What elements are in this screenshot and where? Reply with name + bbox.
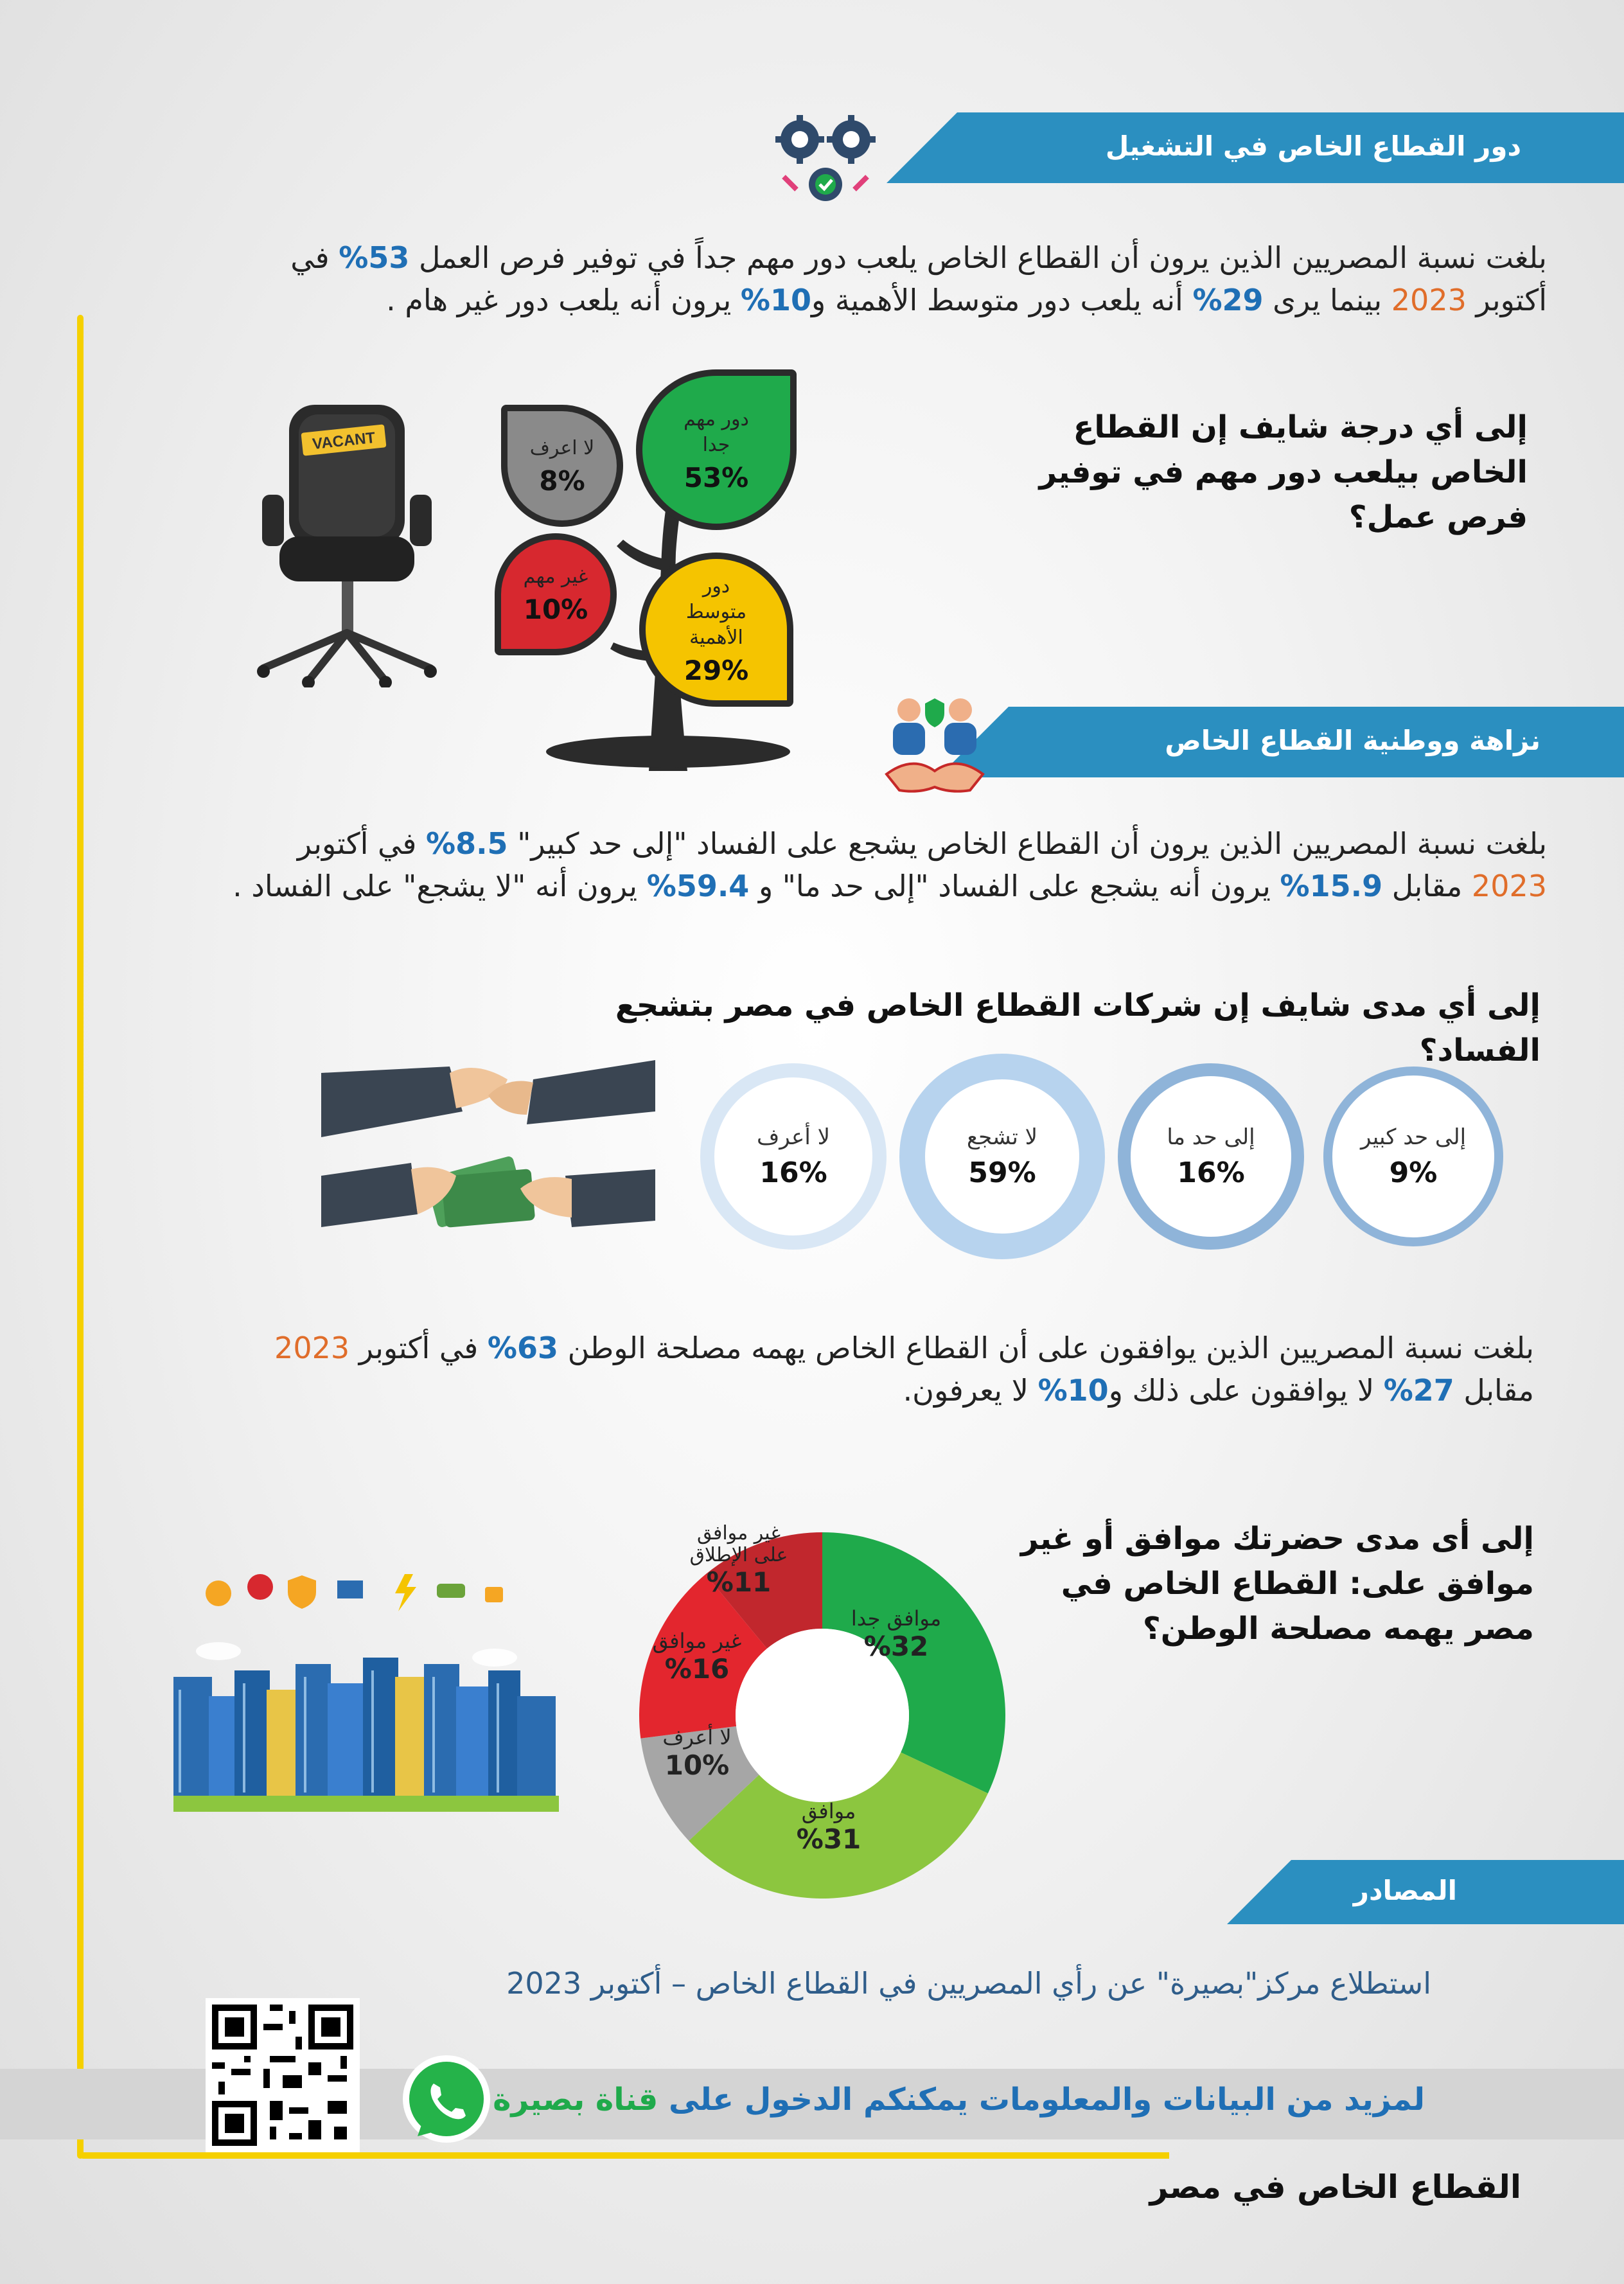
whatsapp-icon[interactable]: [398, 2053, 495, 2149]
ring-label: لا أعرف: [757, 1124, 830, 1150]
bubble-value: 29%: [684, 654, 749, 686]
section1-para-line1: [69, 236, 1547, 279]
text-span: بلغت نسبة المصريين الذين يرون أن القطاع الخاص يشجع على الفساد "إلى حد كبير": [517, 826, 1547, 861]
donut-cat: لا أعرف: [662, 1725, 732, 1749]
stat-63: 63%: [487, 1331, 558, 1365]
year: 2023: [1471, 869, 1547, 903]
donut-label-very-agree: [848, 1606, 944, 1662]
stat-10: 10%: [740, 283, 812, 317]
stat-53: 53%: [339, 240, 410, 275]
ring-label: لا تشجع: [966, 1124, 1038, 1150]
section3-para-line2: [57, 1369, 1534, 1412]
sources-text: استطلاع مركز"بصيرة" عن رأي المصريين في القطاع الخاص – أكتوبر 2023: [506, 1966, 1431, 2001]
text-span: بلغت نسبة المصريين الذين يرون أن القطاع الخاص يلعب دور مهم جداً في توفير فرص العمل: [418, 240, 1547, 275]
lightning-icon: [395, 1574, 416, 1611]
text-span: يرون أنه يلعب دور غير هام .: [386, 283, 732, 317]
footer-cta: [493, 2082, 1425, 2118]
ring-label: إلى حد كبير: [1360, 1124, 1467, 1150]
text-span: مقابل: [1463, 1373, 1534, 1408]
section2-question: إلى أي مدى شايف إن شركات القطاع الخاص في مصر بتشجع الفساد؟: [615, 987, 1540, 1068]
donut-label-disagree: [649, 1629, 745, 1685]
cta-text: لمزيد من البيانات والمعلومات يمكنكم الدخول على: [669, 2082, 1425, 2118]
stat-8-5: 8.5%: [425, 826, 508, 861]
cta-channel-link[interactable]: قناة بصيرة: [493, 2082, 658, 2118]
solar-panel-icon: [337, 1580, 363, 1598]
office-chair-image: [251, 398, 443, 687]
section2-para-line1: [69, 822, 1547, 865]
donut-cat: موافق جدا: [851, 1606, 942, 1631]
bubble-value: 10%: [523, 593, 588, 625]
bubble-value: 53%: [684, 461, 749, 493]
year: 2023: [274, 1331, 350, 1365]
text-span: في أكتوبر: [358, 1331, 479, 1365]
bubble-value: 8%: [539, 465, 585, 497]
donut-val: %32: [863, 1631, 929, 1662]
donut-val: %11: [706, 1566, 772, 1598]
gear-icon: [247, 1574, 273, 1600]
stat-27: 27%: [1383, 1373, 1454, 1408]
ring-to-some-extent: [1118, 1063, 1304, 1250]
donut-val: 10%: [664, 1749, 730, 1781]
donut-cat: غير موافق على الإطلاق: [689, 1522, 788, 1566]
bubble-label: دور مهم جدا: [684, 407, 749, 456]
ring-to-large-extent: [1323, 1067, 1503, 1246]
text-span: أكتوبر: [1476, 283, 1547, 317]
text-span: بلغت نسبة المصريين الذين يوافقون على أن القطاع الخاص يهمه مصلحة الوطن: [567, 1331, 1534, 1365]
qr-code[interactable]: [206, 1998, 360, 2152]
donut-val: %31: [796, 1823, 861, 1855]
bubble-medium-importance: [639, 553, 793, 707]
city-illustration: [173, 1568, 559, 1812]
year: 2023: [1391, 283, 1467, 317]
donut-label-strongly-disagree: [684, 1523, 793, 1598]
text-span: يرون أنه يشجع على الفساد "إلى حد ما" و: [758, 869, 1271, 903]
bubble-very-important: [636, 369, 797, 530]
section3-para-line1: [57, 1327, 1534, 1369]
bubble-dont-know: [501, 405, 623, 527]
stat-29: 29%: [1192, 283, 1264, 317]
section2-title: نزاهة ووطنية القطاع الخاص: [1165, 725, 1540, 756]
section1-para-line2: [69, 279, 1547, 321]
bubble-label: دور متوسط الأهمية: [685, 574, 747, 649]
bubble-label: غير مهم: [523, 565, 588, 588]
text-span: مقابل: [1391, 869, 1463, 903]
gears-icon: [771, 112, 880, 209]
bubble-not-important: [495, 533, 617, 655]
sources-title: المصادر: [1353, 1875, 1457, 1906]
section3-paragraph: [57, 1327, 1534, 1412]
text-span: في أكتوبر: [297, 826, 417, 861]
stat-15-9: 15.9%: [1280, 869, 1383, 903]
bubble-label: لا اعرف: [529, 436, 595, 459]
donut-label-dont-know: [649, 1725, 745, 1781]
shield-icon: [288, 1575, 316, 1609]
stat-59-4: 59.4%: [646, 869, 750, 903]
text-span: أنه يلعب دور متوسط الأهمية و: [811, 283, 1183, 317]
stat-10: 10%: [1037, 1373, 1109, 1408]
ring-does-not-encourage: [899, 1054, 1105, 1259]
section2-para-line2: [69, 865, 1547, 907]
donut-label-agree: [781, 1799, 877, 1855]
handshake-icon: [880, 691, 989, 800]
yellow-frame-left: [77, 315, 84, 2159]
text-span: لا يعرفون.: [903, 1373, 1028, 1408]
yellow-frame-bottom: [77, 2152, 1169, 2159]
donut-val: %16: [664, 1653, 730, 1685]
lock-icon: [485, 1587, 503, 1602]
tools-icon: [206, 1580, 231, 1606]
car-icon: [437, 1584, 465, 1598]
donut-cat: موافق: [801, 1799, 856, 1823]
section1-question: إلى أي درجة شايف إن القطاع الخاص بيلعب دور مهم في توفير فرص عمل؟: [1039, 409, 1528, 535]
text-span: في: [290, 240, 330, 275]
text-span: لا يوافقون على ذلك و: [1108, 1373, 1375, 1408]
section1-title: دور القطاع الخاص في التشغيل: [1105, 130, 1521, 162]
ring-value: 9%: [1389, 1156, 1438, 1189]
donut-cat: غير موافق: [652, 1629, 742, 1653]
section1-paragraph: [69, 236, 1547, 321]
text-span: يرون أنه "لا يشجع" على الفساد .: [233, 869, 638, 903]
ring-label: إلى حد ما: [1167, 1124, 1255, 1150]
text-span: بينما يرى: [1273, 283, 1382, 317]
chair-vacant-label: VACANT: [311, 429, 376, 454]
ring-value: 59%: [968, 1156, 1036, 1189]
bribery-hands-image: [321, 1054, 655, 1246]
ring-value: 16%: [759, 1156, 827, 1189]
footer-tagline: القطاع الخاص في مصر: [1149, 2168, 1521, 2206]
section3-question: إلى أى مدى حضرتك موافق أو غير موافق على: القطاع الخاص في مصر يهمه مصلحة الوطن؟: [1020, 1521, 1534, 1647]
ring-dont-know: [700, 1063, 887, 1250]
ring-value: 16%: [1177, 1156, 1245, 1189]
section2-paragraph: [69, 822, 1547, 907]
